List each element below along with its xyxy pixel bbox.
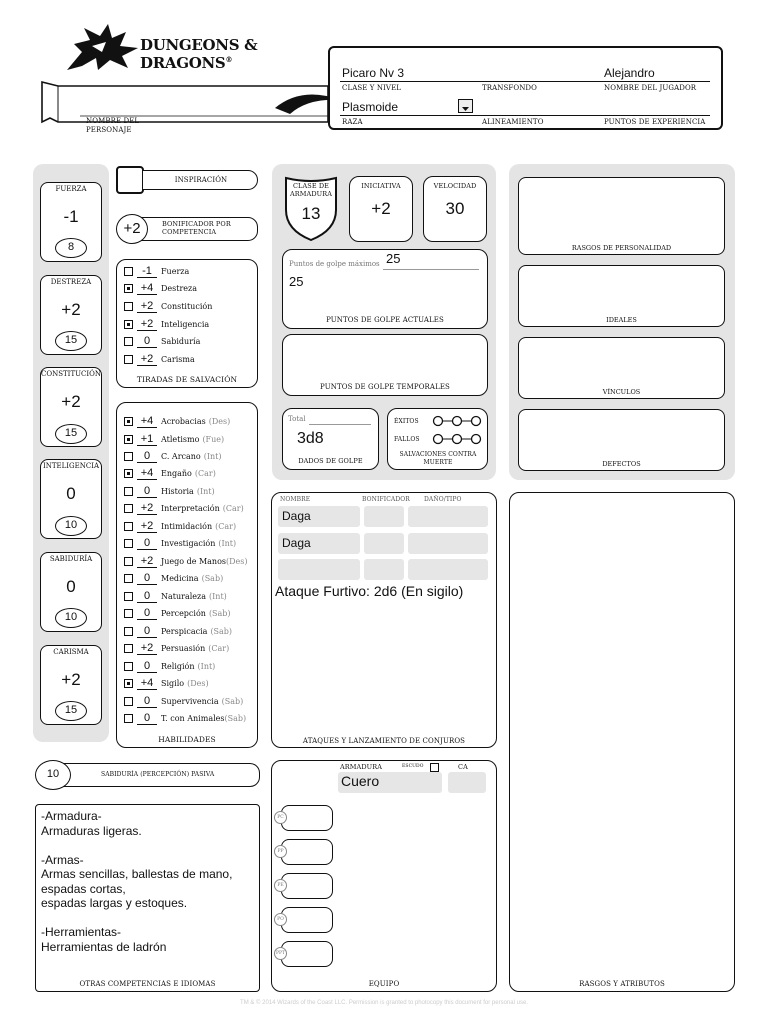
- ability-label: INTELIGENCIA: [42, 462, 100, 470]
- skill-ability: (Sab): [208, 609, 231, 618]
- skill-name: Historia: [161, 487, 194, 496]
- proficiency-checkbox[interactable]: [124, 435, 133, 444]
- proficiency-checkbox[interactable]: [124, 469, 133, 478]
- logo: [62, 22, 332, 72]
- saving-throw-value: +2: [137, 300, 157, 313]
- ability-label: SABIDURÍA: [49, 555, 93, 563]
- proficiency-checkbox[interactable]: [124, 284, 133, 293]
- saving-throw-value: +2: [137, 353, 157, 366]
- passive-perception-row: [35, 760, 260, 790]
- inspiration-row: [116, 166, 258, 194]
- bonds-box[interactable]: [518, 337, 725, 399]
- attack-damage-field[interactable]: [408, 506, 488, 527]
- logo-text: DUNGEONS & DRAGONS®: [140, 36, 258, 72]
- skill-row[interactable]: [124, 413, 230, 430]
- race-value[interactable]: Plasmoide: [342, 100, 399, 114]
- skills-panel: [116, 402, 258, 748]
- saving-throw-row[interactable]: [124, 280, 197, 297]
- armor-class-label: CLASE DE ARMADURA: [289, 182, 332, 198]
- saving-throw-name: Destreza: [161, 284, 198, 293]
- skill-value: 0: [137, 537, 157, 550]
- ability-modifier[interactable]: 10: [55, 516, 87, 536]
- skill-value: +2: [137, 502, 157, 515]
- skill-name: Sigilo: [161, 679, 185, 688]
- hit-dice-total-label: Total: [288, 415, 306, 423]
- skill-row[interactable]: [124, 483, 215, 500]
- proficiency-checkbox[interactable]: [124, 679, 133, 688]
- attacks-header-damage: DAÑO/TIPO: [424, 496, 462, 503]
- equipment-title: EQUIPO: [368, 980, 400, 988]
- skill-value: 0: [137, 590, 157, 603]
- hp-current-label: PUNTOS DE GOLPE ACTUALES: [326, 316, 444, 324]
- attack-bonus-field[interactable]: [364, 506, 404, 527]
- skill-name: Percepción: [161, 609, 206, 618]
- skill-row[interactable]: [124, 605, 231, 622]
- skill-name: Atletismo: [161, 435, 200, 444]
- skill-name: Juego de Manos: [161, 557, 227, 566]
- skill-value: +1: [137, 433, 157, 446]
- attack-bonus-field[interactable]: [364, 533, 404, 554]
- saving-throw-name: Inteligencia: [161, 320, 210, 329]
- ability-score[interactable]: -1: [63, 207, 79, 226]
- skill-name: Engaño: [161, 469, 192, 478]
- skill-value: 0: [137, 695, 157, 708]
- skill-name: Perspicacia: [161, 627, 208, 636]
- attacks-panel: [271, 492, 497, 748]
- proficiency-checkbox[interactable]: [124, 522, 133, 531]
- ability-score[interactable]: 0: [66, 484, 76, 503]
- background-label: TRANSFONDO: [482, 84, 537, 92]
- personality-traits-label: RASGOS DE PERSONALIDAD: [571, 244, 672, 252]
- skill-ability: (Int): [197, 662, 216, 671]
- other-proficiencies-text[interactable]: -Armadura- Armaduras ligeras. -Armas- Armas sencillas, ballestas de mano, espadas cortas, espadas largas y estoques. -Herramientas- Herramientas de ladrón: [41, 809, 233, 954]
- skill-ability: (Sab): [224, 714, 247, 723]
- saving-throw-row[interactable]: [124, 298, 212, 315]
- skill-ability: (Car): [194, 469, 216, 478]
- proficiency-checkbox[interactable]: [124, 337, 133, 346]
- ability-modifier[interactable]: 15: [55, 331, 87, 351]
- attack-bonus-field[interactable]: [364, 559, 404, 580]
- header-info-box: [328, 46, 723, 130]
- skill-ability: (Fue): [202, 435, 225, 444]
- skill-ability: (Des): [187, 679, 209, 688]
- speed-label: VELOCIDAD: [433, 182, 477, 190]
- ability-label: FUERZA: [55, 185, 87, 193]
- character-name-banner[interactable]: [40, 78, 340, 134]
- skill-row[interactable]: [124, 710, 246, 727]
- skill-name: Interpretación: [161, 504, 220, 513]
- skill-value: 0: [137, 572, 157, 585]
- skill-value: +2: [137, 555, 157, 568]
- saving-throw-name: Fuerza: [161, 267, 190, 276]
- hit-dice-box[interactable]: [282, 408, 379, 470]
- saving-throw-value: -1: [137, 265, 157, 278]
- ability-score[interactable]: +2: [61, 300, 81, 319]
- saving-throw-value: 0: [137, 335, 157, 348]
- skill-ability: (Sab): [201, 574, 224, 583]
- proficiency-checkbox[interactable]: [124, 320, 133, 329]
- saving-throw-row[interactable]: [124, 333, 200, 350]
- coin-pe[interactable]: [277, 873, 333, 899]
- skill-name: Naturaleza: [161, 592, 207, 601]
- proficiency-checkbox[interactable]: [124, 592, 133, 601]
- proficiency-checkbox[interactable]: [124, 574, 133, 583]
- ability-modifier[interactable]: 8: [55, 238, 87, 258]
- ideals-label: IDEALES: [606, 316, 637, 324]
- proficiency-bonus-label: BONIFICADOR POR COMPETENCIA: [162, 220, 231, 236]
- class-level-label: CLASE Y NIVEL: [342, 84, 402, 92]
- ability-modifier[interactable]: 15: [55, 701, 87, 721]
- proficiency-checkbox[interactable]: [124, 452, 133, 461]
- proficiency-checkbox[interactable]: [124, 697, 133, 706]
- attack-name-field[interactable]: [278, 559, 360, 580]
- coin-label: PPT: [274, 947, 287, 960]
- proficiency-checkbox[interactable]: [124, 504, 133, 513]
- hp-max-value[interactable]: 25: [386, 251, 401, 266]
- skill-ability: (Int): [218, 539, 237, 548]
- proficiency-checkbox[interactable]: [124, 662, 133, 671]
- hp-max-label: Puntos de golpe máximos: [289, 260, 380, 268]
- skill-row[interactable]: [124, 553, 248, 570]
- hit-points-temp-box[interactable]: [282, 334, 488, 396]
- inspiration-label: INSPIRACIÓN: [174, 176, 228, 184]
- skill-ability: (Sab): [210, 627, 233, 636]
- passive-perception-value[interactable]: 10: [35, 760, 71, 790]
- flaws-box[interactable]: [518, 409, 725, 471]
- flaws-label: DEFECTOS: [602, 460, 641, 468]
- proficiency-checkbox[interactable]: [124, 609, 133, 618]
- saving-throw-value: +4: [137, 282, 157, 295]
- proficiency-bonus-value[interactable]: +2: [116, 214, 148, 244]
- failure-circles[interactable]: [432, 433, 482, 445]
- skill-ability: (Int): [203, 452, 222, 461]
- ability-score[interactable]: +2: [61, 670, 81, 689]
- alignment-label: ALINEAMIENTO: [482, 118, 544, 126]
- ability-label: CARISMA: [53, 648, 89, 656]
- other-proficiencies-panel[interactable]: [35, 804, 260, 992]
- coin-pc[interactable]: [277, 805, 333, 831]
- bonds-label: VÍNCULOS: [602, 388, 641, 396]
- proficiency-checkbox[interactable]: [124, 539, 133, 548]
- skill-value: 0: [137, 625, 157, 638]
- attack-name-field[interactable]: Daga: [278, 506, 360, 527]
- saving-throw-name: Carisma: [161, 355, 195, 364]
- skill-row[interactable]: [124, 518, 236, 535]
- skill-name: Intimidación: [161, 522, 213, 531]
- death-saves-successes-label: ÉXITOS: [394, 418, 419, 425]
- shield-label: ESCUDO: [402, 764, 424, 769]
- personality-traits-box[interactable]: [518, 177, 725, 255]
- skill-name: Supervivencia: [161, 697, 219, 706]
- coin-label: PE: [274, 879, 287, 892]
- skill-value: +4: [137, 415, 157, 428]
- skill-value: 0: [137, 607, 157, 620]
- skill-name: Medicina: [161, 574, 199, 583]
- proficiency-checkbox[interactable]: [124, 302, 133, 311]
- proficiency-row: [116, 214, 258, 244]
- skill-row[interactable]: [124, 500, 244, 517]
- attack-name-field[interactable]: Daga: [278, 533, 360, 554]
- armor-value-field[interactable]: Cuero: [338, 772, 442, 793]
- skill-ability: (Car): [215, 522, 237, 531]
- player-name-value[interactable]: Alejandro: [604, 66, 655, 80]
- attack-damage-field[interactable]: [408, 533, 488, 554]
- hp-current-value[interactable]: 25: [289, 274, 304, 289]
- skill-value: 0: [137, 660, 157, 673]
- ability-score[interactable]: +2: [61, 392, 81, 411]
- hit-points-current-box[interactable]: [282, 249, 488, 329]
- skill-ability: (Sab): [221, 697, 244, 706]
- armor-class-value[interactable]: 13: [301, 204, 321, 223]
- skill-row[interactable]: [124, 431, 224, 448]
- skill-value: +4: [137, 677, 157, 690]
- skill-value: +2: [137, 642, 157, 655]
- skill-row[interactable]: [124, 675, 209, 692]
- inspiration-box[interactable]: [116, 166, 144, 194]
- coin-pp[interactable]: [277, 839, 333, 865]
- attack-damage-field[interactable]: [408, 559, 488, 580]
- saving-throw-name: Sabiduría: [161, 337, 201, 346]
- armor-label: ARMADURA: [340, 763, 383, 771]
- saving-throws-title: TIRADAS DE SALVACIÓN: [136, 375, 238, 384]
- coin-ppt[interactable]: [275, 941, 333, 967]
- class-level-value[interactable]: Picaro Nv 3: [342, 66, 405, 80]
- ability-modifier[interactable]: 10: [55, 608, 87, 628]
- saving-throw-name: Constitución: [161, 302, 213, 311]
- passive-perception-label: SABIDURÍA (PERCEPCIÓN) PASIVA: [101, 771, 215, 778]
- hit-dice-label: DADOS DE GOLPE: [298, 457, 363, 465]
- attacks-title: ATAQUES Y LANZAMIENTO DE CONJUROS: [302, 737, 466, 745]
- skill-row[interactable]: [124, 658, 215, 675]
- ability-score[interactable]: 0: [66, 577, 76, 596]
- chevron-down-icon: [459, 103, 472, 115]
- race-dropdown-button[interactable]: [458, 99, 473, 113]
- skill-row[interactable]: [124, 570, 223, 587]
- skill-value: 0: [137, 485, 157, 498]
- armor-ca-field[interactable]: [448, 772, 486, 793]
- skill-ability: (Car): [208, 644, 230, 653]
- armor-class-shield[interactable]: [282, 174, 340, 242]
- saving-throw-value: +2: [137, 318, 157, 331]
- skill-ability: (Des): [208, 417, 231, 426]
- skill-value: +4: [137, 467, 157, 480]
- dragon-logo-icon: [62, 22, 142, 72]
- speed-box[interactable]: [423, 176, 487, 242]
- skill-ability: (Des): [226, 557, 248, 566]
- attacks-notes[interactable]: Ataque Furtivo: 2d6 (En sigilo): [275, 583, 464, 599]
- features-panel[interactable]: [509, 492, 735, 992]
- footer-copyright: TM & © 2014 Wizards of the Coast LLC. Permission is granted to photocopy this document for personal use.: [240, 1000, 528, 1006]
- skill-ability: (Int): [209, 592, 227, 601]
- ability-label: CONSTITUCIÓN: [41, 370, 102, 378]
- skill-row[interactable]: [124, 448, 222, 465]
- other-proficiencies-title: OTRAS COMPETENCIAS E IDIOMAS: [79, 980, 216, 988]
- proficiency-checkbox[interactable]: [124, 714, 133, 723]
- proficiency-checkbox[interactable]: [124, 487, 133, 496]
- initiative-box[interactable]: [349, 176, 413, 242]
- proficiency-checkbox[interactable]: [124, 417, 133, 426]
- experience-label: PUNTOS DE EXPERIENCIA: [604, 118, 706, 126]
- success-circles[interactable]: [432, 415, 482, 427]
- race-label: RAZA: [342, 118, 363, 126]
- saving-throws-panel: [116, 259, 258, 388]
- skill-name: T. con Animales: [161, 714, 225, 723]
- skill-name: Religión: [161, 662, 195, 671]
- skill-value: +2: [137, 520, 157, 533]
- hit-dice-value[interactable]: 3d8: [297, 430, 324, 447]
- skill-row[interactable]: [124, 640, 229, 657]
- skill-value: 0: [137, 450, 157, 463]
- skill-ability: (Car): [222, 504, 244, 513]
- attacks-header-bonus: BONIFICADOR: [362, 496, 410, 503]
- skill-row[interactable]: [124, 623, 232, 640]
- death-saves-box: [387, 408, 488, 470]
- proficiency-checkbox[interactable]: [124, 267, 133, 276]
- skill-ability: (Int): [196, 487, 215, 496]
- skill-value: 0: [137, 712, 157, 725]
- ability-label: DESTREZA: [50, 278, 92, 286]
- attacks-header-name: NOMBRE: [280, 496, 311, 503]
- skill-row[interactable]: [124, 535, 236, 552]
- ideals-box[interactable]: [518, 265, 725, 327]
- skill-row[interactable]: [124, 588, 227, 605]
- skill-name: C. Arcano: [161, 452, 201, 461]
- skills-title: HABILIDADES: [158, 735, 216, 744]
- coin-label: PC: [274, 811, 287, 824]
- skill-row[interactable]: [124, 693, 243, 710]
- shield-checkbox[interactable]: [430, 763, 439, 772]
- proficiency-checkbox[interactable]: [124, 627, 133, 636]
- speed-value[interactable]: 30: [445, 199, 465, 218]
- character-name-label: NOMBRE DEL PERSONAJE: [86, 117, 140, 134]
- initiative-label: INICIATIVA: [361, 182, 401, 190]
- banner-scroll-icon: [40, 78, 340, 130]
- player-name-label: NOMBRE DEL JUGADOR: [604, 84, 697, 92]
- ca-label: CA: [458, 763, 468, 771]
- coin-label: PP: [274, 845, 287, 858]
- skill-name: Investigación: [161, 539, 216, 548]
- hp-temp-label: PUNTOS DE GOLPE TEMPORALES: [320, 383, 450, 391]
- ability-modifier[interactable]: 15: [55, 424, 87, 444]
- death-saves-failures-label: FALLOS: [394, 436, 420, 443]
- saving-throw-row[interactable]: [124, 316, 209, 333]
- features-title: RASGOS Y ATRIBUTOS: [579, 980, 665, 988]
- death-saves-label: SALVACIONES CONTRA MUERTE: [399, 451, 477, 466]
- saving-throw-row[interactable]: [124, 263, 189, 280]
- skill-name: Persuasión: [161, 644, 206, 653]
- initiative-value[interactable]: +2: [371, 199, 391, 218]
- skill-name: Acrobacias: [161, 417, 206, 426]
- coin-po[interactable]: [277, 907, 333, 933]
- coin-label: PO: [274, 913, 287, 926]
- proficiency-checkbox[interactable]: [124, 644, 133, 653]
- skill-row[interactable]: [124, 465, 216, 482]
- proficiency-checkbox[interactable]: [124, 355, 133, 364]
- saving-throw-row[interactable]: [124, 351, 195, 368]
- proficiency-checkbox[interactable]: [124, 557, 133, 566]
